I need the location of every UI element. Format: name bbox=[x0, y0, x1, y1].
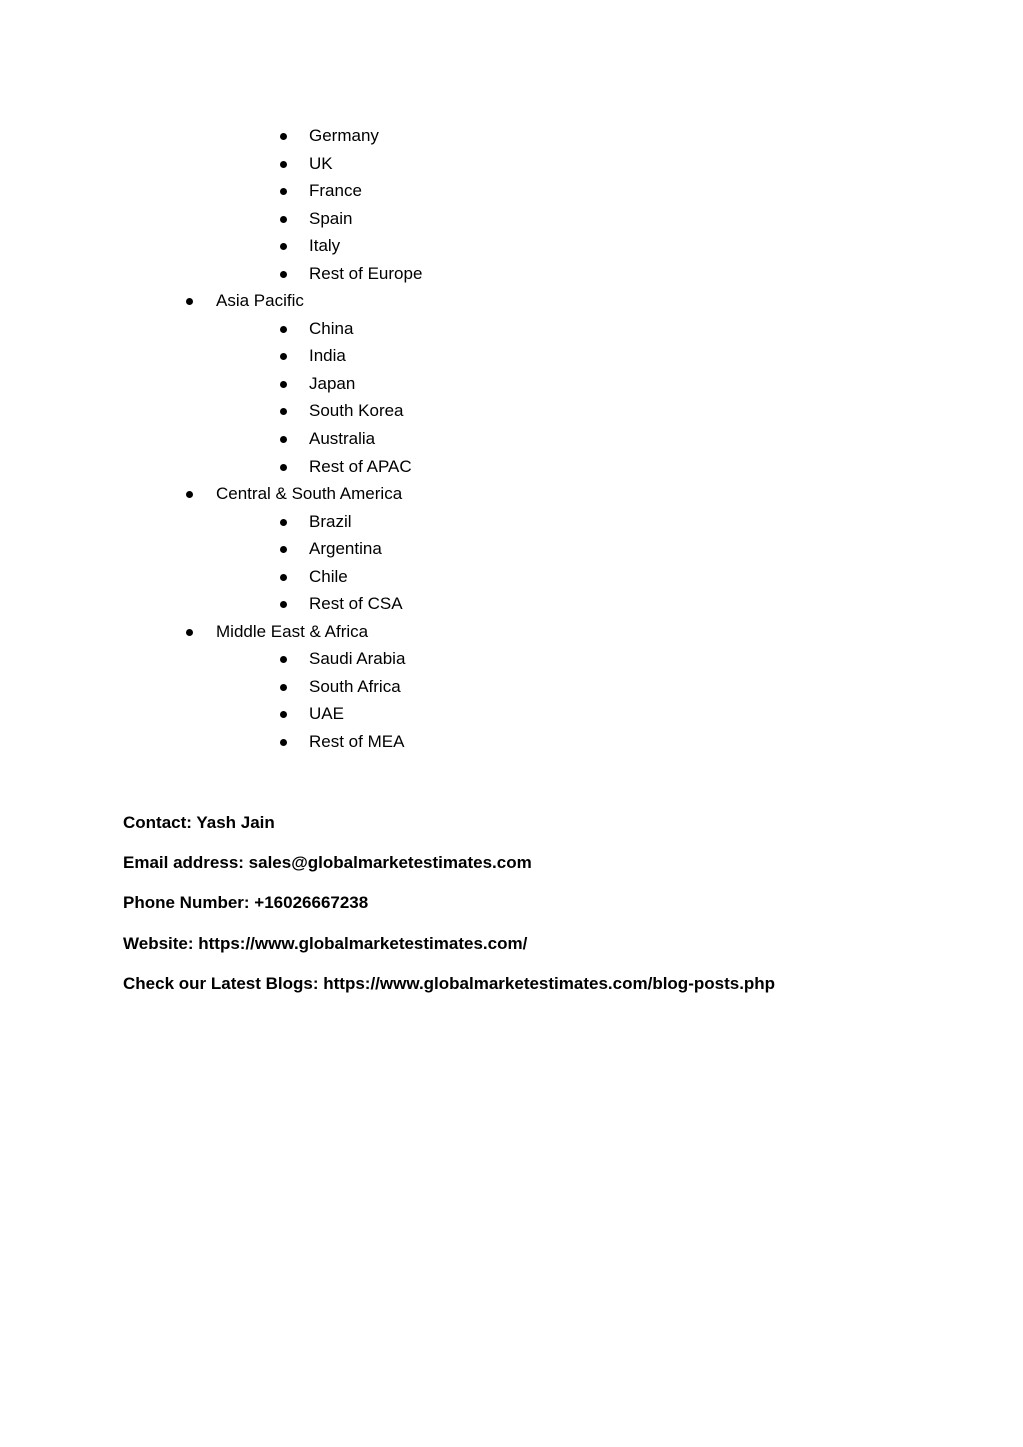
bullet-icon bbox=[280, 133, 287, 140]
bullet-icon bbox=[280, 188, 287, 195]
bullet-icon bbox=[280, 574, 287, 581]
list-item-label: Rest of MEA bbox=[309, 732, 405, 752]
list-item-rest-of-mea bbox=[0, 728, 1023, 756]
list-item-label: Rest of CSA bbox=[309, 594, 403, 614]
list-item-middle-east-africa bbox=[0, 618, 1023, 646]
list-item-uae bbox=[0, 700, 1023, 728]
list-item-label: Japan bbox=[309, 373, 356, 393]
region-list bbox=[0, 122, 1023, 756]
bullet-icon bbox=[280, 464, 287, 471]
list-item-rest-of-europe bbox=[0, 260, 1023, 288]
contact-email[interactable]: Email address: sales@globalmarketestimates.com bbox=[123, 853, 532, 873]
bullet-icon bbox=[280, 601, 287, 608]
list-item-chile bbox=[0, 563, 1023, 591]
list-item-label: South Africa bbox=[309, 676, 401, 696]
list-item-label: Rest of APAC bbox=[309, 456, 412, 476]
list-item-label: Chile bbox=[309, 566, 348, 586]
contact-phone[interactable]: Phone Number: +16026667238 bbox=[123, 893, 369, 913]
bullet-icon bbox=[280, 436, 287, 443]
list-item-argentina bbox=[0, 535, 1023, 563]
bullet-icon bbox=[280, 161, 287, 168]
list-item-label: Middle East & Africa bbox=[216, 621, 369, 641]
list-item-label: India bbox=[309, 346, 346, 366]
bullet-icon bbox=[186, 298, 193, 305]
list-item-brazil bbox=[0, 508, 1023, 536]
list-item-label: China bbox=[309, 318, 354, 338]
list-item-japan bbox=[0, 370, 1023, 398]
list-item-label: Central & South America bbox=[216, 484, 403, 504]
contact-name: Contact: Yash Jain bbox=[123, 813, 275, 832]
list-item-india bbox=[0, 342, 1023, 370]
list-item-label: UAE bbox=[309, 704, 344, 724]
bullet-icon bbox=[280, 243, 287, 250]
bullet-icon bbox=[280, 519, 287, 526]
contact-blogs[interactable]: Check our Latest Blogs: https://www.globalmarketestimates.com/blog-posts.php bbox=[123, 973, 776, 993]
bullet-icon bbox=[280, 408, 287, 415]
list-item-label: Italy bbox=[309, 236, 341, 256]
list-item-label: Saudi Arabia bbox=[309, 649, 406, 669]
bullet-icon bbox=[186, 629, 193, 636]
bullet-icon bbox=[280, 271, 287, 278]
list-item-label: Brazil bbox=[309, 511, 352, 531]
contact-website[interactable]: Website: https://www.globalmarketestimates.com/ bbox=[123, 933, 528, 953]
list-item-italy bbox=[0, 232, 1023, 260]
bullet-icon bbox=[280, 353, 287, 360]
list-item-rest-of-apac bbox=[0, 453, 1023, 481]
list-item-label: France bbox=[309, 181, 362, 201]
list-item-asia-pacific bbox=[0, 287, 1023, 315]
list-item-label: Rest of Europe bbox=[309, 263, 423, 283]
list-item-south-africa bbox=[0, 673, 1023, 701]
list-item-label: UK bbox=[309, 153, 333, 173]
list-item-australia bbox=[0, 425, 1023, 453]
list-item-uk bbox=[0, 150, 1023, 178]
list-item-label: Asia Pacific bbox=[216, 291, 304, 311]
bullet-icon bbox=[280, 381, 287, 388]
list-item-spain bbox=[0, 205, 1023, 233]
list-item-saudi-arabia bbox=[0, 645, 1023, 673]
contact-block bbox=[123, 810, 1003, 1011]
bullet-icon bbox=[280, 546, 287, 553]
bullet-icon bbox=[280, 656, 287, 663]
bullet-icon bbox=[186, 491, 193, 498]
list-item-china bbox=[0, 315, 1023, 343]
list-item-rest-of-csa bbox=[0, 590, 1023, 618]
bullet-icon bbox=[280, 326, 287, 333]
list-item-label: Spain bbox=[309, 208, 353, 228]
bullet-icon bbox=[280, 739, 287, 746]
list-item-south-korea bbox=[0, 397, 1023, 425]
list-item-label: Germany bbox=[309, 126, 379, 145]
list-item-label: Argentina bbox=[309, 539, 382, 559]
list-item-label: South Korea bbox=[309, 401, 404, 421]
list-item-germany bbox=[0, 122, 1023, 150]
bullet-icon bbox=[280, 216, 287, 223]
list-item-france bbox=[0, 177, 1023, 205]
list-item-label: Australia bbox=[309, 429, 376, 449]
list-item-central-south-america bbox=[0, 480, 1023, 508]
bullet-icon bbox=[280, 711, 287, 718]
bullet-icon bbox=[280, 684, 287, 691]
